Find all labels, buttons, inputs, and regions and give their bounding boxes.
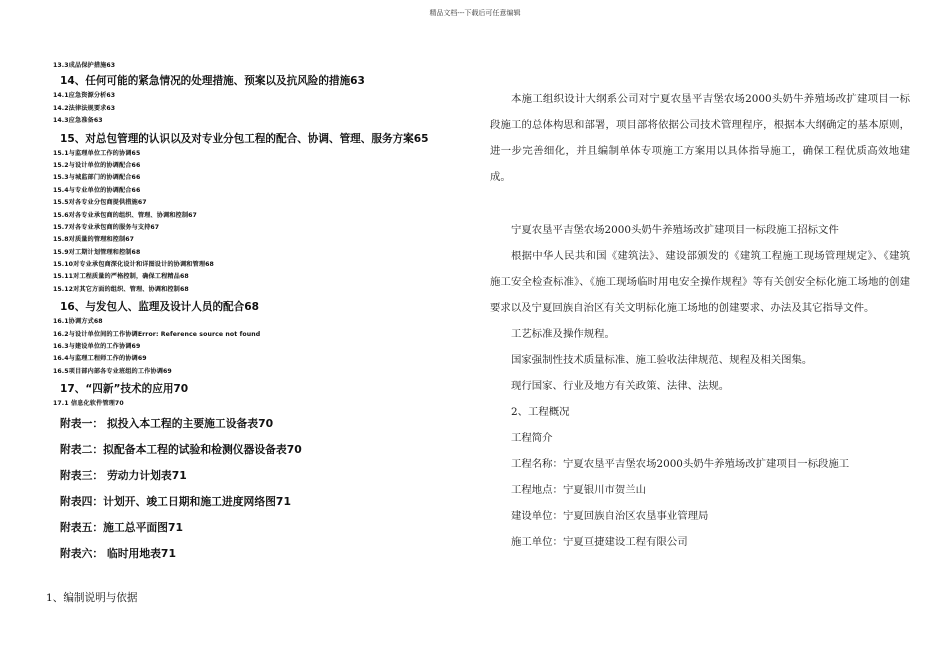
toc-appendix-entry[interactable]: 附表六： 临时用地表71 bbox=[60, 546, 176, 560]
project-name: 工程名称：宁夏农垦平吉堡农场2000头奶牛养殖场改扩建项目一标段施工 bbox=[511, 458, 850, 470]
project-owner: 建设单位：宁夏回族自治区农垦事业管理局 bbox=[511, 510, 709, 522]
intro-paragraph: 本施工组织设计大纲系公司对宁夏农垦平吉堡农场2000头奶牛养殖场改扩建项目一标段施工的总体构思和部署，项目部将依据公司技术管理程序，根据本大纲确定的基本原则，进一步完善细化，并且编制单体专项施工方案用以具体指导施工，确保工程优质高效地建成。 bbox=[490, 93, 910, 183]
toc-subsection-entry[interactable]: 15.2与设计单位的协调配合66 bbox=[53, 161, 141, 169]
project-contractor: 施工单位：宁夏亘捷建设工程有限公司 bbox=[511, 536, 688, 548]
toc-subsection-entry[interactable]: 15.11对工程质量的严格控制，确保工程精品68 bbox=[53, 273, 189, 281]
toc-subsection-entry[interactable]: 15.9对工期计划管理和控制68 bbox=[53, 248, 141, 256]
toc-subsection-entry[interactable]: 15.3与城监部门的协调配合66 bbox=[53, 174, 141, 182]
toc-appendix-entry[interactable]: 附表三： 劳动力计划表71 bbox=[60, 468, 187, 482]
paragraph-gap bbox=[490, 190, 910, 217]
toc-appendix-entry[interactable]: 附表一： 拟投入本工程的主要施工设备表70 bbox=[60, 416, 274, 430]
section-heading-overview: 2、工程概况 bbox=[511, 406, 570, 418]
toc-subsection-entry[interactable]: 15.4与专业单位的协调配合66 bbox=[53, 186, 141, 194]
toc-subsection-entry[interactable]: 15.10对专业承包商深化设计和详图设计的协调和管理68 bbox=[53, 261, 214, 269]
toc-subsection-entry[interactable]: 16.3与建设单位的工作协调69 bbox=[53, 343, 141, 351]
toc-appendix-entry[interactable]: 附表五：施工总平面图71 bbox=[60, 520, 183, 534]
toc-subsection-entry[interactable]: 14.3应急准备63 bbox=[53, 117, 103, 125]
basis-tender-document: 宁夏农垦平吉堡农场2000头奶牛养殖场改扩建项目一标段施工招标文件 bbox=[511, 224, 839, 236]
basis-laws-paragraph: 根据中华人民共和国《建筑法》、建设部颁发的《建筑工程施工现场管理规定》、《建筑施工安全检查标准》、《施工现场临时用电安全操作规程》等有关创安全标化施工场地的创建要求以及宁夏回族自治区有关文明标化施工场地的创建要求、办法及其它指导文件。 bbox=[490, 250, 910, 314]
toc-subsection-entry[interactable]: 14.2法律法规要求63 bbox=[53, 104, 116, 112]
toc-subsection-entry[interactable]: 15.1与监理单位工作的协调65 bbox=[53, 149, 141, 157]
toc-subsection-entry[interactable]: 15.6对各专业承包商的组织、管理、协调和控制67 bbox=[53, 211, 197, 219]
basis-policies: 现行国家、行业及地方有关政策、法律、法规。 bbox=[511, 380, 730, 392]
project-intro-heading: 工程简介 bbox=[511, 432, 553, 444]
toc-subsection-entry[interactable]: 15.5对各专业分包商提供措施67 bbox=[53, 199, 147, 207]
toc-section-entry[interactable]: 16、与发包人、监理及设计人员的配合68 bbox=[60, 301, 259, 314]
basis-process-standards: 工艺标准及操作规程。 bbox=[511, 328, 615, 340]
toc-subsection-entry[interactable]: 15.12对其它方面的组织、管理、协调和控制68 bbox=[53, 285, 189, 293]
toc-subsection-entry[interactable]: 15.7对各专业承包商的服务与支持67 bbox=[53, 223, 160, 231]
project-location: 工程地点：宁夏银川市贺兰山 bbox=[511, 484, 647, 496]
basis-national-standards: 国家强制性技术质量标准、施工验收法律规范、规程及相关图集。 bbox=[511, 354, 813, 366]
toc-subsection-entry[interactable]: 14.1应急资源分析63 bbox=[53, 92, 116, 100]
document-body-right bbox=[490, 86, 910, 555]
toc-subsection-entry[interactable]: 16.5项目部内部各专业班组的工作协调69 bbox=[53, 367, 172, 375]
toc-subsection-entry[interactable]: 16.4与监理工程师工作的协调69 bbox=[53, 355, 147, 363]
toc-subsection-entry[interactable]: 13.3成品保护措施63 bbox=[53, 62, 116, 69]
table-of-contents bbox=[53, 60, 473, 567]
toc-section-entry[interactable]: 14、任何可能的紧急情况的处理措施、预案以及抗风险的措施63 bbox=[60, 75, 365, 88]
toc-subsection-entry[interactable]: 16.1协调方式68 bbox=[53, 318, 103, 326]
toc-subsection-entry[interactable]: 16.2与设计单位间的工作协调Error: Reference source not found bbox=[53, 330, 261, 338]
toc-subsection-entry[interactable]: 17.1 信息化软件管理70 bbox=[53, 400, 124, 408]
toc-section-entry[interactable]: 15、对总包管理的认识以及对专业分包工程的配合、协调、管理、服务方案65 bbox=[60, 132, 429, 145]
page-header-note: 精品文档---下载后可任意编辑 bbox=[429, 9, 521, 17]
toc-appendix-entry[interactable]: 附表二：拟配备本工程的试验和检测仪器设备表70 bbox=[60, 442, 302, 456]
toc-section-entry[interactable]: 17、“四新”技术的应用70 bbox=[60, 383, 189, 396]
toc-appendix-entry[interactable]: 附表四：计划开、竣工日期和施工进度网络图71 bbox=[60, 494, 291, 508]
toc-subsection-entry[interactable]: 15.8对质量的管理和控制67 bbox=[53, 236, 135, 244]
section-heading-compilation: 1、编制说明与依据 bbox=[46, 592, 138, 604]
